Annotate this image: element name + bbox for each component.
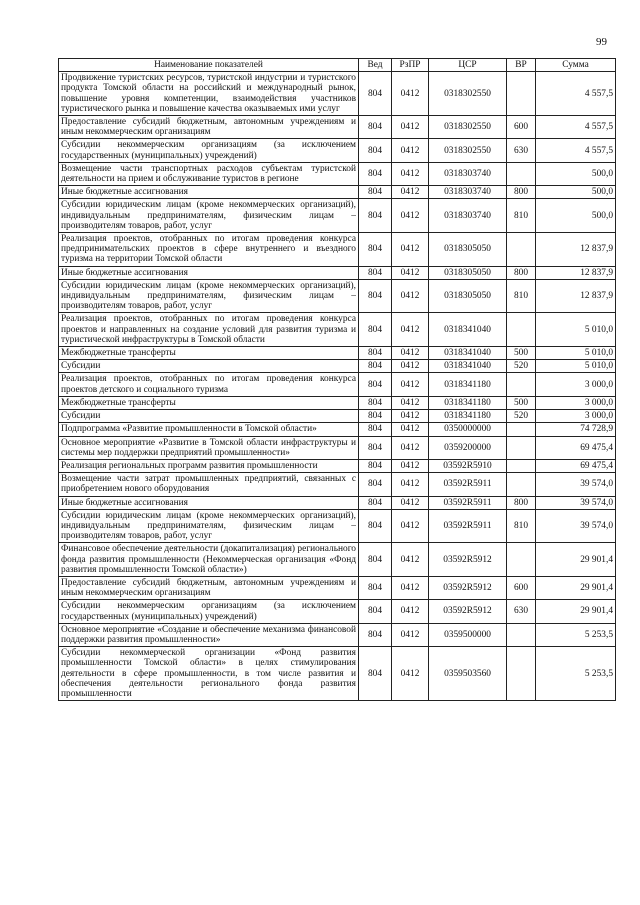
cell-sum: 5 010,0	[536, 313, 616, 347]
cell-ved: 804	[359, 116, 392, 139]
cell-rzpr: 0412	[392, 647, 429, 701]
cell-vr: 810	[507, 509, 536, 543]
cell-sum: 3 000,0	[536, 373, 616, 396]
cell-rzpr: 0412	[392, 373, 429, 396]
cell-sum: 29 901,4	[536, 600, 616, 623]
table-row	[59, 186, 616, 199]
table-row	[59, 436, 616, 459]
cell-sum: 12 837,9	[536, 279, 616, 313]
cell-csr: 0359503560	[429, 647, 507, 701]
cell-rzpr: 0412	[392, 279, 429, 313]
cell-vr	[507, 436, 536, 459]
cell-vr: 520	[507, 410, 536, 423]
cell-sum: 5 253,5	[536, 647, 616, 701]
cell-sum: 12 837,9	[536, 233, 616, 267]
table-row	[59, 473, 616, 496]
cell-rzpr: 0412	[392, 436, 429, 459]
cell-sum: 5 010,0	[536, 360, 616, 373]
cell-sum: 4 557,5	[536, 72, 616, 116]
header-name: Наименование показателей	[59, 59, 359, 72]
cell-csr: 0318341180	[429, 396, 507, 409]
cell-rzpr: 0412	[392, 313, 429, 347]
cell-name: Иные бюджетные ассигнования	[59, 186, 359, 199]
cell-name: Реализация региональных программ развития промышленности	[59, 459, 359, 472]
cell-ved: 804	[359, 647, 392, 701]
cell-vr	[507, 473, 536, 496]
cell-vr: 630	[507, 600, 536, 623]
cell-sum: 3 000,0	[536, 396, 616, 409]
table-row	[59, 373, 616, 396]
cell-rzpr: 0412	[392, 139, 429, 162]
cell-sum: 5 253,5	[536, 623, 616, 646]
cell-vr: 630	[507, 139, 536, 162]
table-row	[59, 423, 616, 436]
cell-ved: 804	[359, 139, 392, 162]
cell-name: Предоставление субсидий бюджетным, автономным учреждениям и иным некоммерческим организациям	[59, 116, 359, 139]
cell-vr	[507, 373, 536, 396]
cell-csr: 0318341180	[429, 410, 507, 423]
cell-ved: 804	[359, 313, 392, 347]
cell-rzpr: 0412	[392, 543, 429, 577]
cell-ved: 804	[359, 423, 392, 436]
cell-vr: 810	[507, 199, 536, 233]
cell-ved: 804	[359, 623, 392, 646]
cell-vr: 810	[507, 279, 536, 313]
cell-csr: 0318305050	[429, 279, 507, 313]
cell-csr: 0318341040	[429, 347, 507, 360]
cell-csr: 0318305050	[429, 233, 507, 267]
cell-csr: 0318341040	[429, 360, 507, 373]
cell-rzpr: 0412	[392, 266, 429, 279]
cell-vr	[507, 313, 536, 347]
table-row	[59, 162, 616, 185]
cell-name: Предоставление субсидий бюджетным, автономным учреждениям и иным некоммерческим организациям	[59, 576, 359, 599]
cell-name: Субсидии	[59, 360, 359, 373]
cell-ved: 804	[359, 347, 392, 360]
cell-csr: 0359500000	[429, 623, 507, 646]
cell-ved: 804	[359, 396, 392, 409]
cell-rzpr: 0412	[392, 396, 429, 409]
cell-vr: 600	[507, 576, 536, 599]
table-row	[59, 623, 616, 646]
table-row	[59, 279, 616, 313]
cell-ved: 804	[359, 576, 392, 599]
cell-sum: 4 557,5	[536, 116, 616, 139]
cell-rzpr: 0412	[392, 423, 429, 436]
table-row	[59, 347, 616, 360]
table-row	[59, 410, 616, 423]
cell-vr	[507, 72, 536, 116]
header-csr: ЦСР	[429, 59, 507, 72]
cell-vr: 500	[507, 347, 536, 360]
cell-name: Реализация проектов, отобранных по итогам проведения конкурса проектов и направленных на создание условий для развития туризма и туристической инфраструктуры в Томской области	[59, 313, 359, 347]
cell-rzpr: 0412	[392, 410, 429, 423]
cell-rzpr: 0412	[392, 116, 429, 139]
table-row	[59, 459, 616, 472]
table-row	[59, 266, 616, 279]
cell-name: Межбюджетные трансферты	[59, 396, 359, 409]
page-number: 99	[596, 36, 607, 48]
cell-csr: 03592R5912	[429, 543, 507, 577]
cell-csr: 03592R5910	[429, 459, 507, 472]
cell-sum: 3 000,0	[536, 410, 616, 423]
cell-vr: 800	[507, 496, 536, 509]
cell-sum: 69 475,4	[536, 436, 616, 459]
cell-ved: 804	[359, 436, 392, 459]
cell-ved: 804	[359, 199, 392, 233]
cell-rzpr: 0412	[392, 360, 429, 373]
cell-ved: 804	[359, 459, 392, 472]
cell-csr: 0318341040	[429, 313, 507, 347]
cell-vr	[507, 647, 536, 701]
cell-csr: 0318302550	[429, 72, 507, 116]
cell-csr: 03592R5911	[429, 473, 507, 496]
cell-rzpr: 0412	[392, 459, 429, 472]
cell-ved: 804	[359, 600, 392, 623]
cell-csr: 03592R5911	[429, 509, 507, 543]
cell-ved: 804	[359, 186, 392, 199]
table-row	[59, 509, 616, 543]
cell-name: Реализация проектов, отобранных по итогам проведения конкурса проектов детского и социального туризма	[59, 373, 359, 396]
table-row	[59, 600, 616, 623]
cell-name: Субсидии некоммерческим организациям (за исключением государственных (муниципальных) учреждений)	[59, 139, 359, 162]
cell-ved: 804	[359, 410, 392, 423]
cell-csr: 0318341180	[429, 373, 507, 396]
table-row	[59, 647, 616, 701]
table-row	[59, 116, 616, 139]
cell-vr	[507, 623, 536, 646]
cell-csr: 0318303740	[429, 162, 507, 185]
cell-name: Межбюджетные трансферты	[59, 347, 359, 360]
header-rzpr: РзПР	[392, 59, 429, 72]
table-row	[59, 496, 616, 509]
table-row	[59, 199, 616, 233]
header-sum: Сумма	[536, 59, 616, 72]
cell-vr	[507, 233, 536, 267]
cell-name: Субсидии некоммерческой организации «Фонд развития промышленности Томской области» в целях стимулирования деятельности в сфере промышленности, в том числе развития и обеспечения деятельности регионального фонда развития промышленности	[59, 647, 359, 701]
cell-name: Подпрограмма «Развитие промышленности в Томской области»	[59, 423, 359, 436]
cell-name: Возмещение части транспортных расходов субъектам туристской деятельности на прием и обслуживание туристов в регионе	[59, 162, 359, 185]
cell-ved: 804	[359, 162, 392, 185]
cell-name: Реализация проектов, отобранных по итогам проведения конкурса предпринимательских проектов в сфере внутреннего и въездного туризма на территории Томской области	[59, 233, 359, 267]
cell-rzpr: 0412	[392, 496, 429, 509]
cell-sum: 5 010,0	[536, 347, 616, 360]
cell-name: Иные бюджетные ассигнования	[59, 266, 359, 279]
cell-csr: 03592R5912	[429, 600, 507, 623]
header-vr: ВР	[507, 59, 536, 72]
cell-rzpr: 0412	[392, 600, 429, 623]
cell-vr: 520	[507, 360, 536, 373]
budget-table	[58, 58, 616, 701]
cell-sum: 12 837,9	[536, 266, 616, 279]
cell-sum: 4 557,5	[536, 139, 616, 162]
cell-csr: 0318303740	[429, 199, 507, 233]
table-header-row	[59, 59, 616, 72]
table-row	[59, 139, 616, 162]
header-ved: Вед	[359, 59, 392, 72]
cell-sum: 500,0	[536, 162, 616, 185]
cell-vr	[507, 162, 536, 185]
cell-ved: 804	[359, 509, 392, 543]
cell-rzpr: 0412	[392, 162, 429, 185]
cell-vr: 500	[507, 396, 536, 409]
table-body	[59, 72, 616, 701]
cell-name: Возмещение части затрат промышленных предприятий, связанных с приобретением нового оборудования	[59, 473, 359, 496]
table-row	[59, 72, 616, 116]
cell-sum: 29 901,4	[536, 543, 616, 577]
cell-name: Субсидии юридическим лицам (кроме некоммерческих организаций), индивидуальным предпринимателям, физическим лицам – производителям товаров, работ, услуг	[59, 279, 359, 313]
cell-ved: 804	[359, 360, 392, 373]
cell-name: Финансовое обеспечение деятельности (докапитализация) регионального фонда развития промышленности (Некоммерческая организация «Фонд развития промышленности Томской области»)	[59, 543, 359, 577]
cell-csr: 0318302550	[429, 139, 507, 162]
cell-csr: 03592R5912	[429, 576, 507, 599]
cell-name: Субсидии	[59, 410, 359, 423]
cell-rzpr: 0412	[392, 72, 429, 116]
table-row	[59, 360, 616, 373]
cell-csr: 0359200000	[429, 436, 507, 459]
cell-csr: 0350000000	[429, 423, 507, 436]
cell-rzpr: 0412	[392, 233, 429, 267]
cell-sum: 69 475,4	[536, 459, 616, 472]
cell-sum: 39 574,0	[536, 509, 616, 543]
cell-vr	[507, 543, 536, 577]
cell-csr: 0318302550	[429, 116, 507, 139]
cell-vr: 800	[507, 266, 536, 279]
cell-sum: 39 574,0	[536, 473, 616, 496]
table-row	[59, 233, 616, 267]
cell-sum: 500,0	[536, 199, 616, 233]
cell-csr: 0318305050	[429, 266, 507, 279]
cell-name: Основное мероприятие «Развитие в Томской области инфраструктуры и системы мер поддержки предприятий промышленности»	[59, 436, 359, 459]
cell-rzpr: 0412	[392, 509, 429, 543]
cell-rzpr: 0412	[392, 347, 429, 360]
cell-ved: 804	[359, 266, 392, 279]
cell-ved: 804	[359, 496, 392, 509]
cell-vr: 600	[507, 116, 536, 139]
table-row	[59, 396, 616, 409]
cell-ved: 804	[359, 543, 392, 577]
cell-vr: 800	[507, 186, 536, 199]
table-row	[59, 313, 616, 347]
table-row	[59, 543, 616, 577]
cell-rzpr: 0412	[392, 473, 429, 496]
cell-name: Субсидии некоммерческим организациям (за исключением государственных (муниципальных) учреждений)	[59, 600, 359, 623]
cell-sum: 29 901,4	[536, 576, 616, 599]
cell-rzpr: 0412	[392, 576, 429, 599]
cell-rzpr: 0412	[392, 199, 429, 233]
cell-ved: 804	[359, 473, 392, 496]
cell-vr	[507, 423, 536, 436]
cell-vr	[507, 459, 536, 472]
cell-csr: 03592R5911	[429, 496, 507, 509]
cell-rzpr: 0412	[392, 186, 429, 199]
cell-ved: 804	[359, 373, 392, 396]
cell-csr: 0318303740	[429, 186, 507, 199]
cell-name: Субсидии юридическим лицам (кроме некоммерческих организаций), индивидуальным предпринимателям, физическим лицам – производителям товаров, работ, услуг	[59, 509, 359, 543]
cell-name: Продвижение туристских ресурсов, туристской индустрии и туристского продукта Томской области на российский и международный рынок, повышение уровня компетенции, взаимодействия участников туристического рынка и повышение качества оказываемых ими услуг	[59, 72, 359, 116]
cell-name: Основное мероприятие «Создание и обеспечение механизма финансовой поддержки развития промышленности»	[59, 623, 359, 646]
table-row	[59, 576, 616, 599]
cell-ved: 804	[359, 233, 392, 267]
cell-sum: 500,0	[536, 186, 616, 199]
cell-name: Иные бюджетные ассигнования	[59, 496, 359, 509]
cell-ved: 804	[359, 279, 392, 313]
cell-ved: 804	[359, 72, 392, 116]
cell-sum: 39 574,0	[536, 496, 616, 509]
cell-sum: 74 728,9	[536, 423, 616, 436]
cell-rzpr: 0412	[392, 623, 429, 646]
cell-name: Субсидии юридическим лицам (кроме некоммерческих организаций), индивидуальным предпринимателям, физическим лицам – производителям товаров, работ, услуг	[59, 199, 359, 233]
